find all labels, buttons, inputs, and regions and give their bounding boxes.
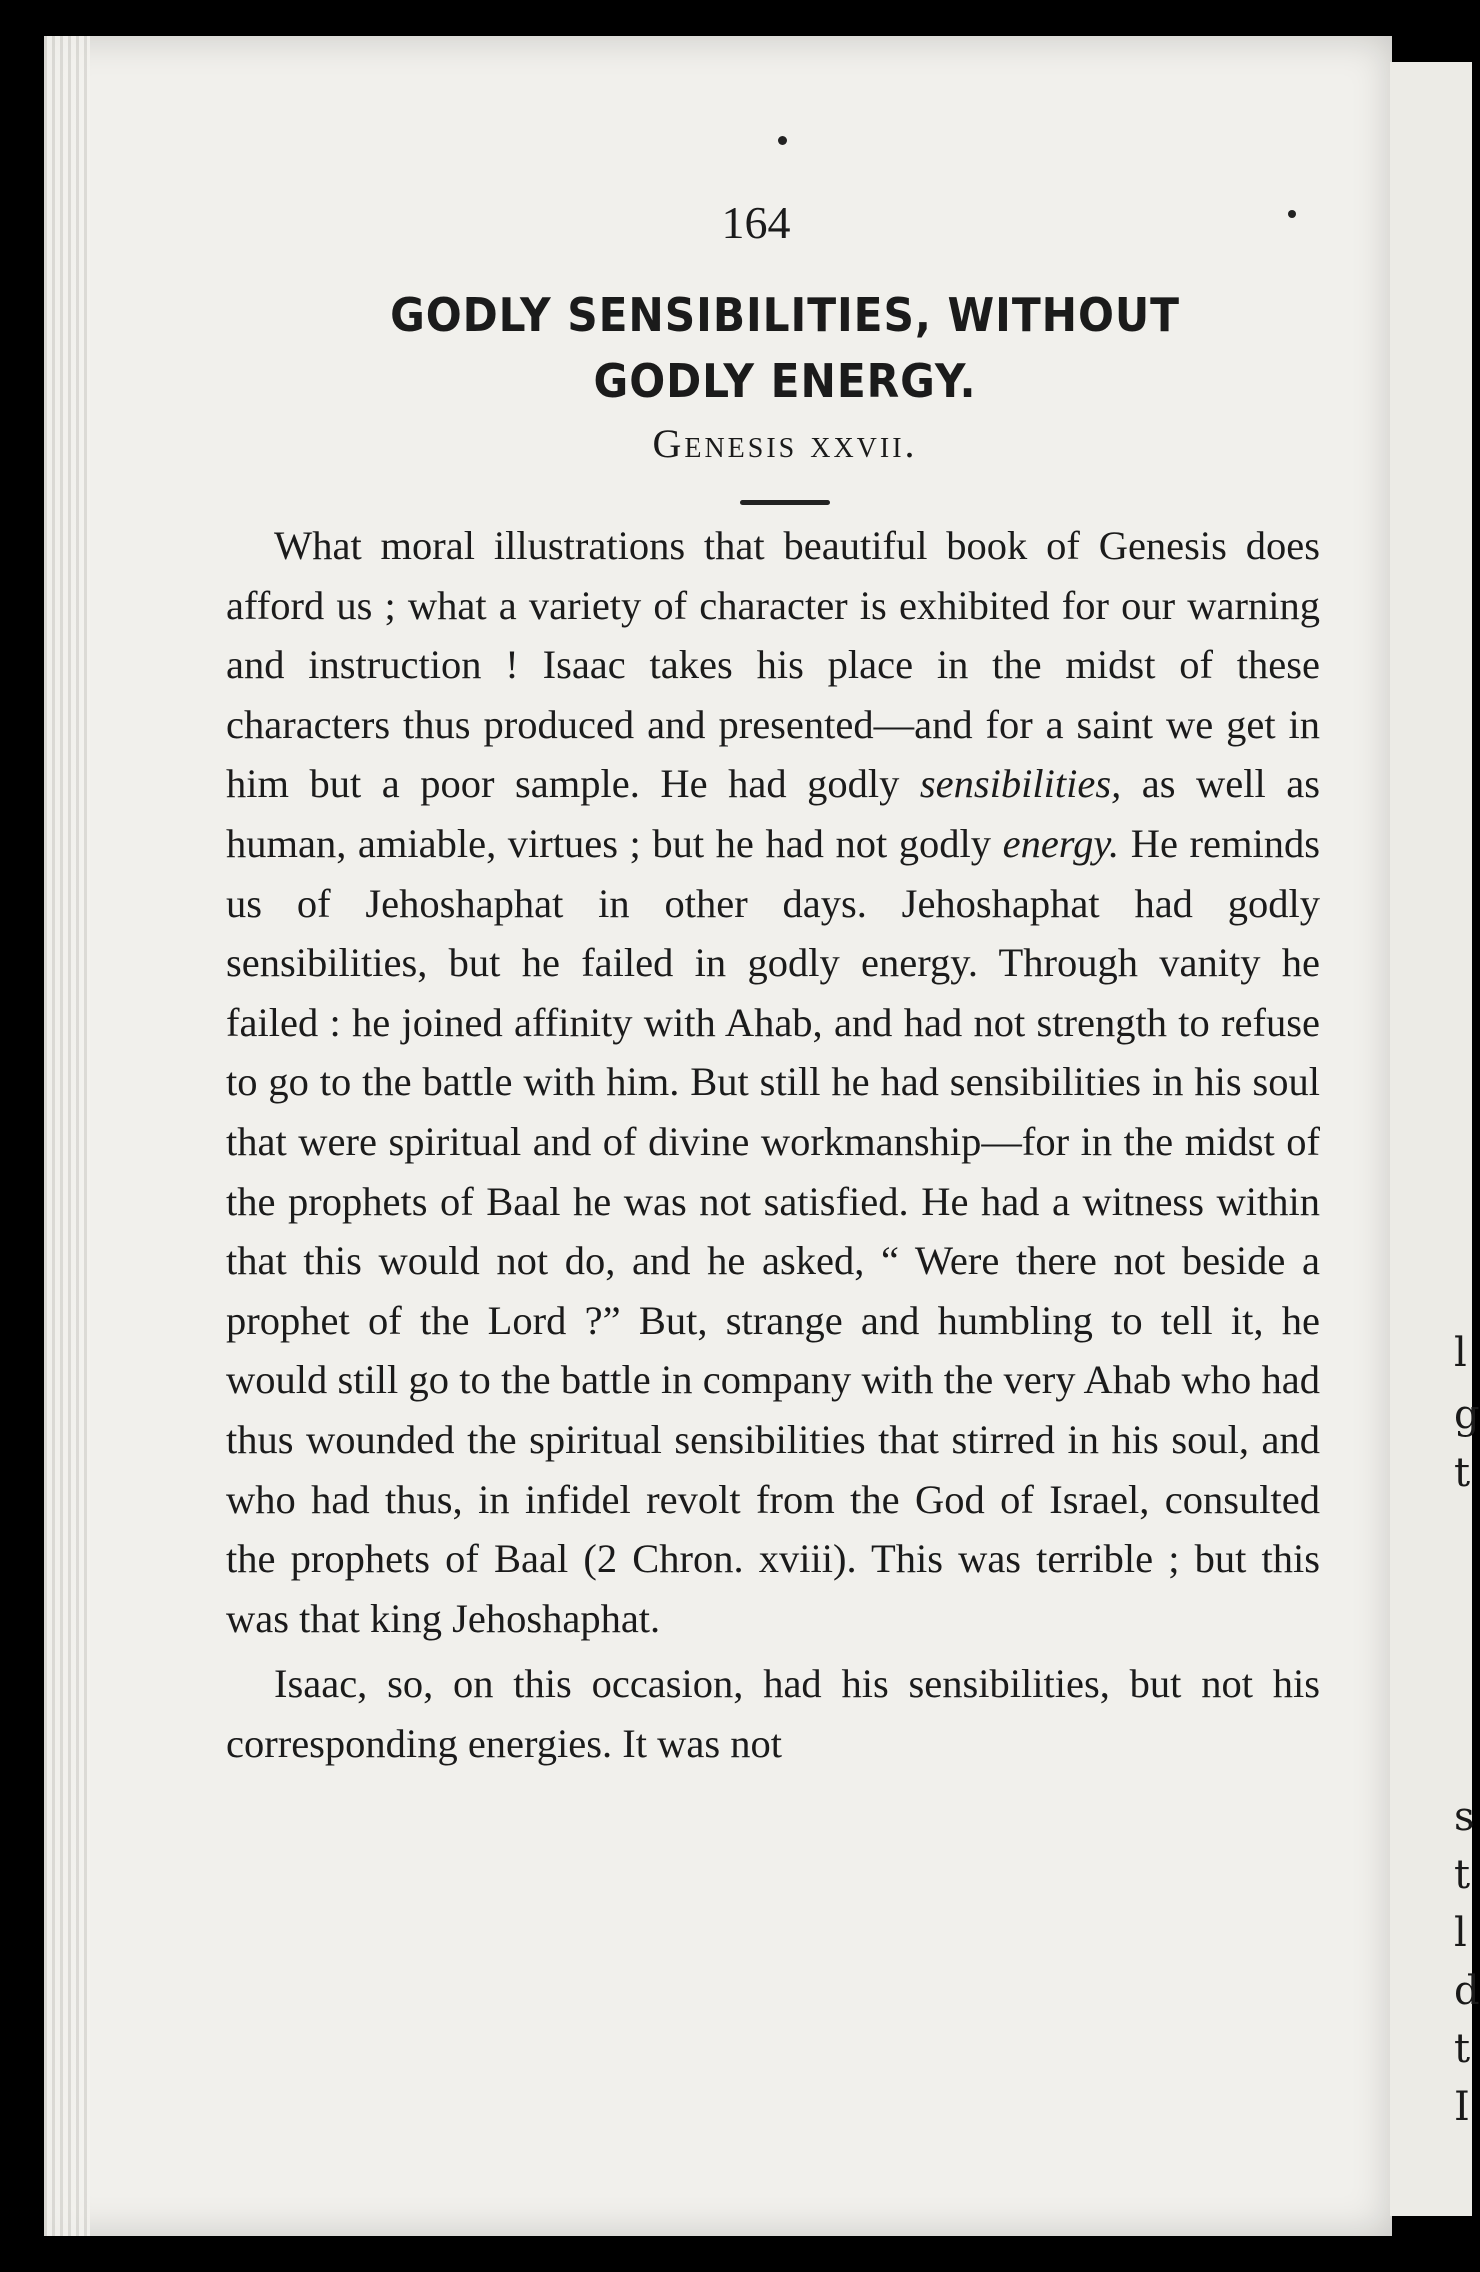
paragraph-text: He reminds us of Jehoshaphat in other days. Jehoshaphat had godly sensibilities, but he failed in godly energy. Through vanity he failed : he joined affinity with Ahab, and had not strength to refuse to go to the battle with him. But still he had sensibilities in his soul that were spiritual and of divine workmanship—for in the midst of the prophets of Baal he was not satisfied. He had a witness within that this would not do, and he asked, “ Were there not beside a prophet of the Lord ?” But, strange and humbling to tell it, he would still go to the battle in company with the very Ahab who had thus wounded the spiritual sensibilities that stirred in his soul, and who had thus, in infidel revolt from the God of Israel, consulted the prophets of Baal (2 Chron. xviii). This was terrible ; but this was that king Jehoshaphat. xyxy=(226,820,1321,1641)
scripture-reference: Genesis xxvii. xyxy=(652,421,918,466)
next-page-fragment: g xyxy=(1454,1392,1480,1438)
paragraph-text: Isaac, so, on this occasion, had his sensibilities, but not his corresponding energies. It was not xyxy=(226,1661,1320,1766)
next-page-fragment: d xyxy=(1454,1968,1480,2014)
italic-word: energy. xyxy=(1002,820,1120,866)
next-page-fragment: t xyxy=(1454,1450,1471,1496)
body-text xyxy=(226,516,1320,1773)
next-page-fragment: s xyxy=(1454,1794,1475,1840)
next-page-fragment: t xyxy=(1454,1852,1471,1898)
paragraph xyxy=(226,516,1320,1648)
next-page-fragment: l xyxy=(1454,1330,1467,1376)
italic-word: sensibilities, xyxy=(919,761,1122,807)
page-edges xyxy=(44,36,90,2236)
paragraph-text: What moral illustrations that beautiful book of Genesis does afford us ; what a variety of character is exhibited for our warning and instruction ! Isaac takes his place in the midst of these characters thus produced and presented—and for a saint we get in him but a poor sample. He had godly xyxy=(226,523,1320,807)
chapter-title: GODLY SENSIBILITIES, WITHOUT GODLY ENERGY. xyxy=(390,288,1180,408)
next-page-sliver xyxy=(1390,62,1480,2216)
next-page-fragment: I xyxy=(1454,2084,1470,2130)
next-page-fragment: t xyxy=(1454,2026,1471,2072)
title-rule xyxy=(740,500,830,505)
page-number: 164 xyxy=(721,197,791,248)
print-speck xyxy=(778,136,787,145)
paragraph-text: as well as human, amiable, virtues ; but he had not godly xyxy=(226,761,1321,866)
next-page-fragment: l xyxy=(1454,1910,1467,1956)
paragraph xyxy=(226,1654,1320,1773)
